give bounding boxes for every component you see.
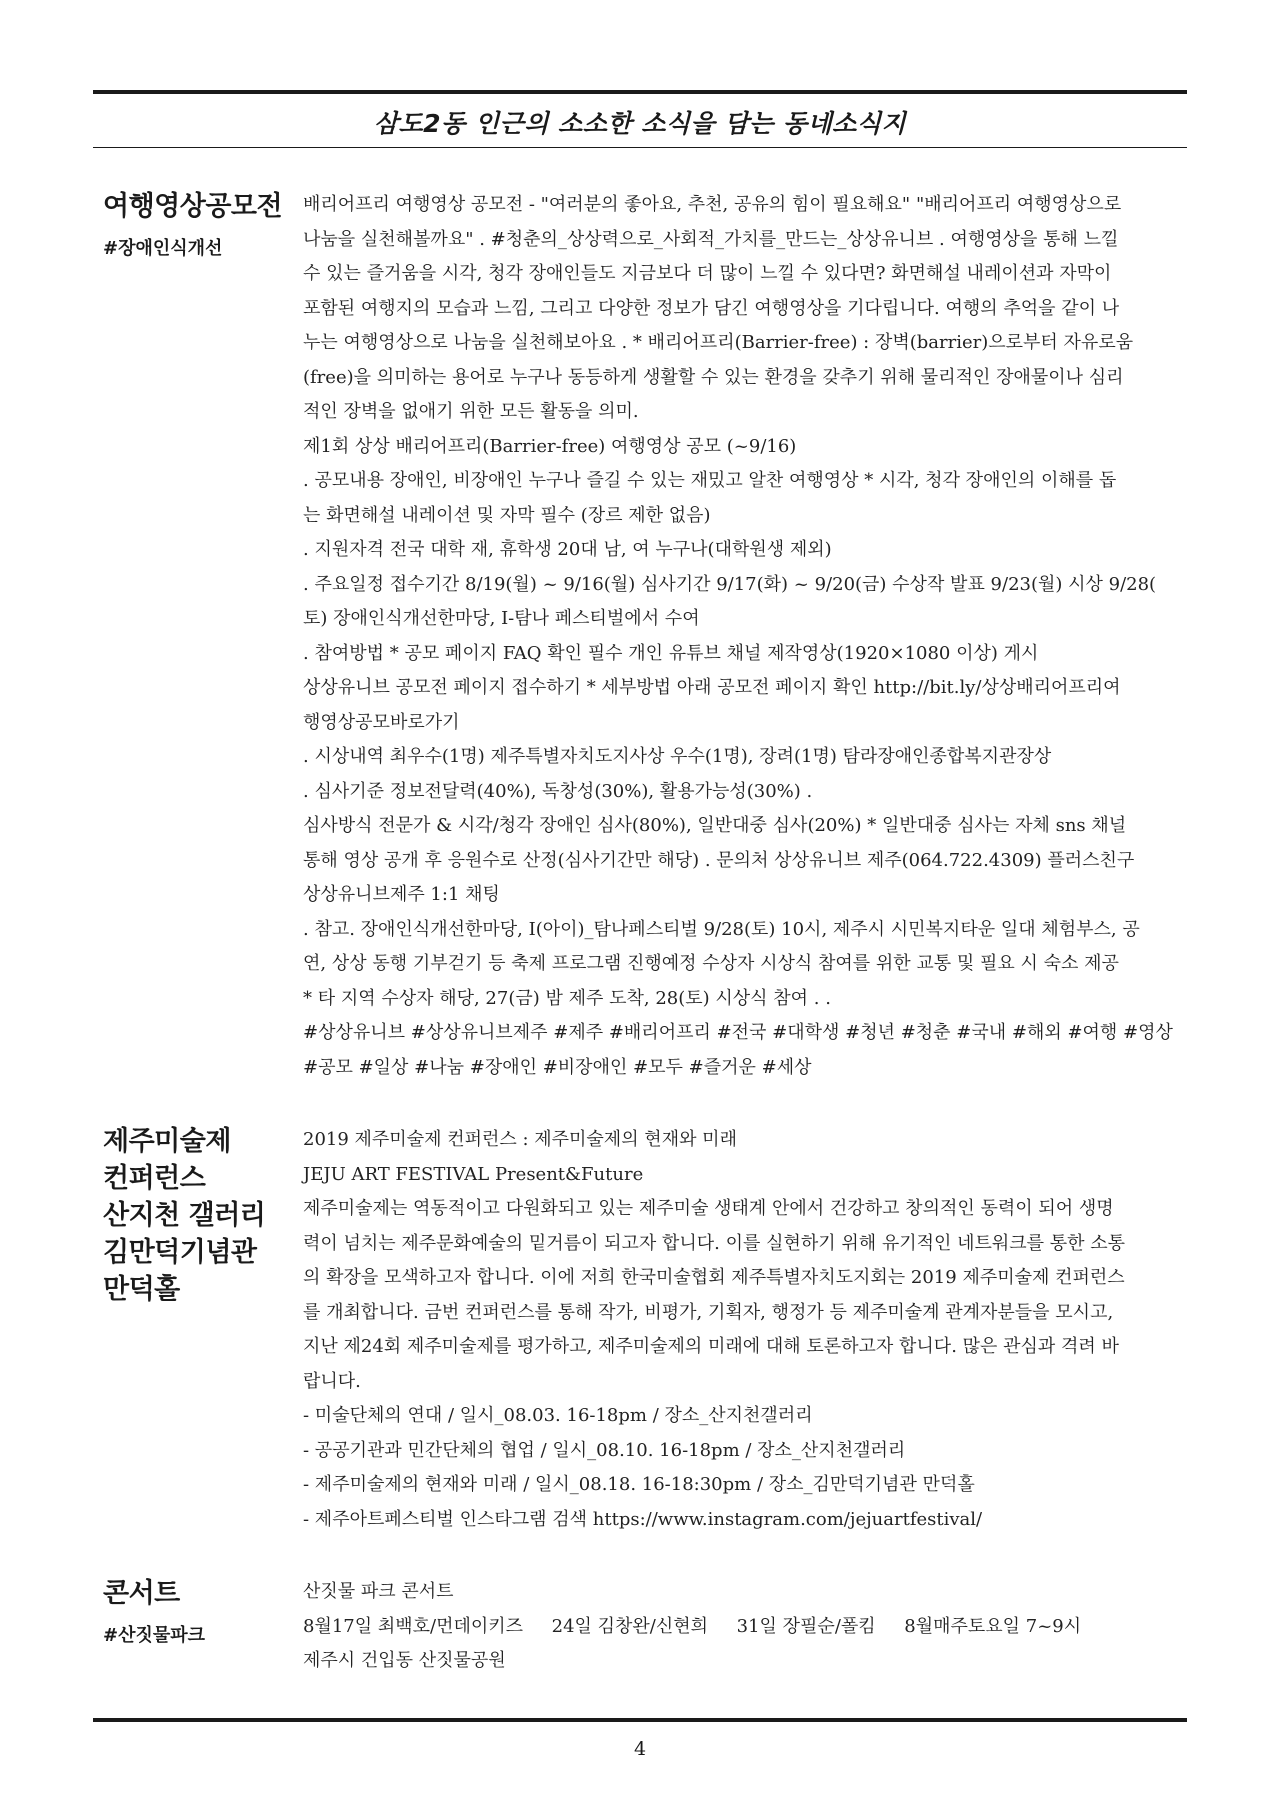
- body-line: 포함된 여행지의 모습과 느낌, 그리고 다양한 정보가 담긴 여행영상을 기다립니다. 여행의 추억을 같이 나: [303, 297, 1120, 319]
- body-line: 제주미술제는 역동적이고 다원화되고 있는 제주미술 생태계 안에서 건강하고 창의적인 동력이 되어 생명: [303, 1198, 1114, 1219]
- page-number: 4: [633, 1738, 647, 1760]
- section-hashtag: #산짓물파크: [103, 1625, 206, 1646]
- body-line: 연, 상상 동행 기부걷기 등 축제 프로그램 진행예정 수상자 시상식 참여를 위한 교통 및 필요 시 숙소 제공: [303, 953, 1119, 974]
- body-line: 의 확장을 모색하고자 합니다. 이에 저희 한국미술협회 제주특별자치도지회는 2019 제주미술제 컨퍼런스: [303, 1267, 1125, 1288]
- body-line: 제1회 상상 배리어프리(Barrier-free) 여행영상 공모 (~9/16): [303, 435, 797, 457]
- section-title: 제주미술제 컨퍼런스 산지천 갤러리 김만덕기념관 만덕홀: [103, 1126, 266, 1305]
- news-section: [103, 188, 1183, 1085]
- body-line: 랍니다.: [303, 1370, 361, 1392]
- body-line: - 공공기관과 민간단체의 협업 / 일시_08.10. 16-18pm / 장소_산지천갤러리: [303, 1439, 906, 1461]
- body-line: 2019 제주미술제 컨퍼런스 : 제주미술제의 현재와 미래: [303, 1129, 737, 1150]
- header-rule: [93, 147, 1187, 148]
- body-line: . 심사기준 정보전달력(40%), 독창성(30%), 활용가능성(30%) .: [303, 780, 813, 802]
- body-line: . 참여방법 * 공모 페이지 FAQ 확인 필수 개인 유튜브 채널 제작영상(1920×1080 이상) 게시: [303, 642, 1039, 664]
- section-body: [303, 1123, 1183, 1537]
- body-line: 지난 제24회 제주미술제를 평가하고, 제주미술제의 미래에 대해 토론하고자 합니다. 많은 관심과 격려 바: [303, 1336, 1119, 1357]
- body-line: 수 있는 즐거움을 시각, 청각 장애인들도 지금보다 더 많이 느낄 수 있다면? 화면해설 내레이션과 자막이: [303, 263, 1112, 284]
- body-line: #상상유니브 #상상유니브제주 #제주 #배리어프리 #전국 #대학생 #청년 #청춘 #국내 #해외 #여행 #영상: [303, 1022, 1173, 1043]
- section-body: [303, 1575, 1183, 1679]
- section-title: 여행영상공모전: [103, 191, 283, 222]
- section-title: 콘서트: [103, 1578, 180, 1609]
- body-line: 력이 넘치는 제주문화예술의 밑거름이 되고자 합니다. 이를 실현하기 위해 유기적인 네트워크를 통한 소통: [303, 1232, 1126, 1254]
- body-line: - 미술단체의 연대 / 일시_08.03. 16-18pm / 장소_산지천갤러리: [303, 1405, 813, 1426]
- bottom-rule: [93, 1718, 1187, 1722]
- body-line: 는 화면해설 내레이션 및 자막 필수 (장르 제한 없음): [303, 504, 711, 526]
- body-line: 토) 장애인식개선한마당, I-탐나 페스티벌에서 수여: [303, 608, 700, 629]
- body-line: 심사방식 전문가 & 시각/청각 장애인 심사(80%), 일반대중 심사(20%) * 일반대중 심사는 자체 sns 채널: [303, 815, 1127, 836]
- body-line: #공모 #일상 #나눔 #장애인 #비장애인 #모두 #즐거운 #세상: [303, 1056, 812, 1078]
- section-sidebar: [103, 1123, 303, 1537]
- body-line: 나눔을 실천해볼까요" . #청춘의_상상력으로_사회적_가치를_만드는_상상유니브 . 여행영상을 통해 느낄: [303, 228, 1119, 250]
- body-line: - 제주아트페스티벌 인스타그램 검색 https://www.instagram.com/jejuartfestival/: [303, 1508, 983, 1530]
- body-line: 를 개최합니다. 금번 컨퍼런스를 통해 작가, 비평가, 기획자, 행정가 등 제주미술계 관계자분들을 모시고,: [303, 1301, 1114, 1323]
- body-line: 누는 여행영상으로 나눔을 실천해보아요 . * 배리어프리(Barrier-free) : 장벽(barrier)으로부터 자유로움: [303, 332, 1134, 353]
- sections-container: [103, 188, 1183, 1679]
- body-line: . 주요일정 접수기간 8/19(월) ~ 9/16(월) 심사기간 9/17(화) ~ 9/20(금) 수상작 발표 9/23(월) 시상 9/28(: [303, 573, 1157, 595]
- news-section: [103, 1575, 1183, 1679]
- body-line: . 지원자격 전국 대학 재, 휴학생 20대 남, 여 누구나(대학원생 제외): [303, 539, 832, 560]
- body-line: . 공모내용 장애인, 비장애인 누구나 즐길 수 있는 재밌고 알찬 여행영상 * 시각, 청각 장애인의 이해를 돕: [303, 470, 1117, 491]
- newsletter-header-title: 삼도2동 인근의 소소한 소식을 담는 동네소식지: [373, 109, 907, 138]
- body-line: . 시상내역 최우수(1명) 제주특별자치도지사상 우수(1명), 장려(1명) 탐라장애인종합복지관장상: [303, 746, 1052, 767]
- section-sidebar: [103, 188, 303, 1085]
- body-line: 산짓물 파크 콘서트: [303, 1581, 454, 1602]
- body-line: 배리어프리 여행영상 공모전 - "여러분의 좋아요, 추천, 공유의 힘이 필요해요" "배리어프리 여행영상으로: [303, 194, 1122, 215]
- section-sidebar: [103, 1575, 303, 1679]
- body-line: JEJU ART FESTIVAL Present&Future: [303, 1163, 644, 1185]
- body-line: * 타 지역 수상자 해당, 27(금) 밤 제주 도착, 28(토) 시상식 참여 . .: [303, 987, 831, 1009]
- top-rule: [93, 90, 1187, 94]
- body-line: 통해 영상 공개 후 응원수로 산정(심사기간만 해당) . 문의처 상상유니브 제주(064.722.4309) 플러스친구: [303, 849, 1135, 871]
- body-line: 행영상공모바로가기: [303, 711, 460, 733]
- body-line: 상상유니브 공모전 페이지 접수하기 * 세부방법 아래 공모전 페이지 확인 http://bit.ly/상상배리어프리여: [303, 677, 1121, 698]
- body-line: 8월17일 최백호/먼데이키즈 24일 김창완/신현희 31일 장필순/폴킴 8월매주토요일 7~9시: [303, 1615, 1082, 1637]
- section-body: [303, 188, 1183, 1085]
- body-line: (free)을 의미하는 용어로 누구나 동등하게 생활할 수 있는 환경을 갖추기 위해 물리적인 장애물이나 심리: [303, 366, 1124, 388]
- body-line: 적인 장벽을 없애기 위한 모든 활동을 의미.: [303, 401, 639, 422]
- body-line: - 제주미술제의 현재와 미래 / 일시_08.18. 16-18:30pm / 장소_김만덕기념관 만덕홀: [303, 1474, 975, 1495]
- body-line: 제주시 건입동 산짓물공원: [303, 1650, 506, 1671]
- body-line: . 참고. 장애인식개선한마당, I(아이)_탐나페스티벌 9/28(토) 10시, 제주시 시민복지타운 일대 체험부스, 공: [303, 918, 1140, 940]
- news-section: [103, 1123, 1183, 1537]
- section-hashtag: #장애인식개선: [103, 238, 223, 259]
- body-line: 상상유니브제주 1:1 채팅: [303, 884, 500, 905]
